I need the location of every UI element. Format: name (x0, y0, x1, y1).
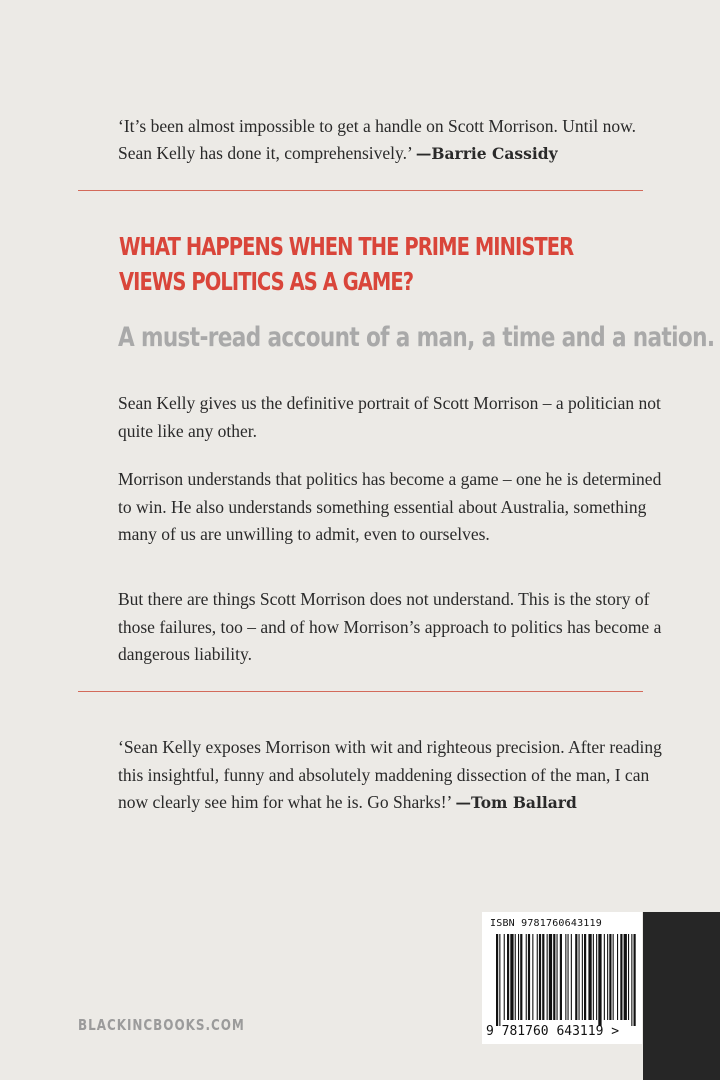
barcode-bar (579, 934, 580, 1020)
front-quote-barrie-cassidy (118, 113, 658, 167)
headline-line-2: VIEWS POLITICS AS A GAME? (119, 267, 414, 296)
barcode-bar (499, 934, 500, 1026)
barcode-bar (604, 934, 605, 1020)
isbn-barcode (482, 912, 642, 1044)
barcode-bar (520, 934, 522, 1020)
barcode-bar (510, 934, 513, 1020)
barcode-bar (565, 934, 566, 1020)
barcode-bar (593, 934, 594, 1020)
headline (119, 229, 634, 299)
barcode-bar (631, 934, 632, 1026)
isbn-label: ISBN 9781760643119 (490, 918, 602, 929)
paragraph-text: But there are things Scott Morrison does not understand. This is the story of those failures, too – and of how Morrison’s approach to politics has become a dangerous liability. (118, 589, 662, 664)
barcode-bar (557, 934, 558, 1020)
barcode-bar (588, 934, 591, 1020)
headline-line-1: WHAT HAPPENS WHEN THE PRIME MINISTER (119, 232, 574, 261)
barcode-bar (617, 934, 618, 1020)
quote-text: ‘It’s been almost impossible to get a handle on Scott Morrison. Until now. Sean Kelly has done it, comprehensively.’ (118, 116, 636, 163)
barcode-bar (553, 934, 555, 1020)
barcode-bar (613, 934, 614, 1020)
divider-top (78, 190, 643, 191)
barcode-bar (609, 934, 611, 1020)
barcode-bar (539, 934, 541, 1020)
divider-bottom (78, 691, 643, 692)
barcode-bar (571, 934, 572, 1020)
dark-corner-block (643, 912, 720, 1080)
barcode-bar (582, 934, 583, 1020)
paragraph-text: Morrison understands that politics has become a game – one he is determined to win. He also understands something essential about Australia, something many of us are unwilling to admit, even to ourselves. (118, 469, 662, 544)
barcode-bar (532, 934, 533, 1020)
barcode-bar (575, 934, 577, 1020)
barcode-bar (537, 934, 538, 1020)
barcode-bar (504, 934, 505, 1020)
barcode-bar (507, 934, 509, 1020)
quote-attribution: —Tom Ballard (455, 793, 577, 812)
barcode-bar (528, 934, 530, 1020)
publisher-url: BLACKINCBOOKS.COM (78, 1016, 245, 1034)
barcode-bar (526, 934, 527, 1020)
quote-attribution: —Barrie Cassidy (415, 144, 558, 163)
barcode-bar (496, 934, 498, 1026)
paragraph-text: Sean Kelly gives us the definitive portrait of Scott Morrison – a politician not quite like any other. (118, 393, 661, 441)
barcode-bar (549, 934, 552, 1020)
barcode-bar (518, 934, 519, 1020)
barcode-bar (560, 934, 562, 1020)
blurb-paragraph-2 (118, 466, 663, 549)
barcode-bar (568, 934, 569, 1020)
barcode-bar (607, 934, 608, 1020)
back-quote-tom-ballard (118, 734, 678, 817)
barcode-bar (598, 934, 601, 1026)
tagline: A must-read account of a man, a time and a nation. (118, 322, 715, 353)
barcode-bar (620, 934, 622, 1020)
barcode-bar (547, 934, 548, 1020)
quote-text: ‘Sean Kelly exposes Morrison with wit and righteous precision. After reading this insightful, funny and absolutely maddening dissection of the man, I can now clearly see him for what he is. Go Sharks!’ (118, 737, 662, 812)
barcode-bar (628, 934, 629, 1020)
barcode-bar (515, 934, 516, 1020)
barcode-bar (596, 934, 597, 1020)
barcode-bar (624, 934, 627, 1020)
barcode-bar (542, 934, 544, 1020)
barcode-digits: 9 781760 643119 > (486, 1024, 620, 1039)
blurb-paragraph-3 (118, 586, 663, 669)
barcode-bar (584, 934, 586, 1020)
barcode-bar (634, 934, 636, 1026)
blurb-paragraph-1 (118, 390, 663, 445)
